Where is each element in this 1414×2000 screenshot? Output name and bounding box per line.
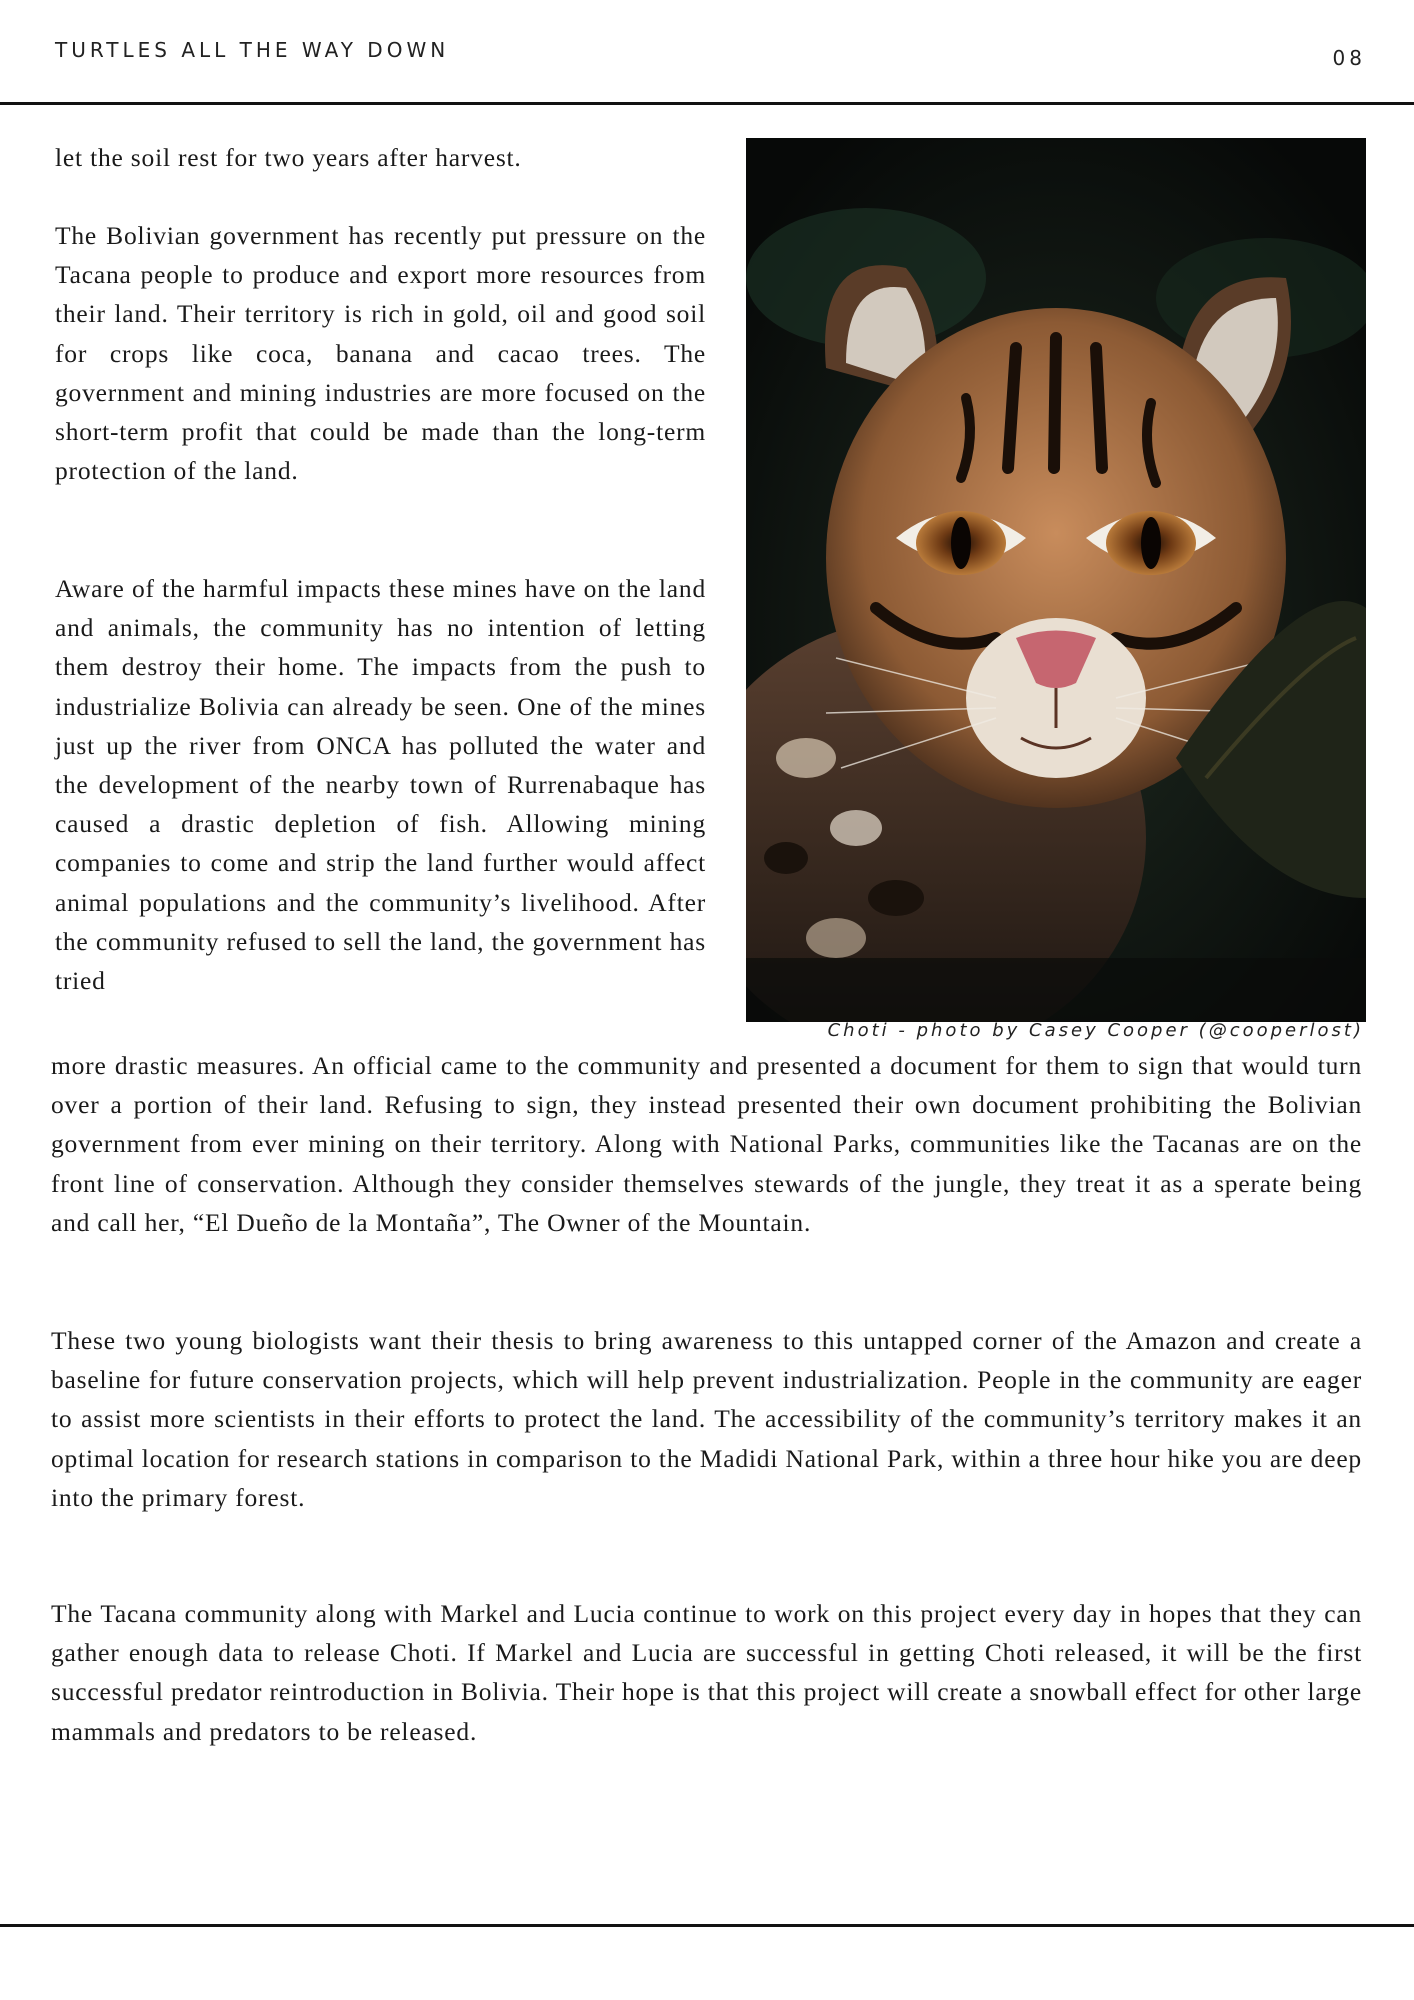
footer-divider: [0, 1924, 1414, 1927]
paragraph-drastic-measures: more drastic measures. An official came to the community and presented a document for them to sign that would turn over a portion of their land. Refusing to sign, they instead presented their own document prohibiting the Bolivian government from ever mining on their territory. Along with National Parks, communities like the Tacanas are on the front line of conservation. Although they consider themselves stewards of the jungle, they treat it as a sperate being and call her, “El Dueño de la Montaña”, The Owner of the Mountain.: [51, 1051, 1362, 1237]
magazine-title: TURTLES ALL THE WAY DOWN: [55, 38, 450, 62]
paragraph-mining-impacts: Aware of the harmful impacts these mines have on the land and animals, the community has no intention of letting them destroy their home. The impacts from the push to industrialize Bolivia can already be seen. One of the mines just up the river from ONCA has polluted the water and the development of the nearby town of Rurrenabaque has caused a drastic depletion of fish. Allowing mining companies to come and strip the land further would affect animal populations and the community’s livelihood. After the community refused to sell the land, the government has tried: [55, 574, 706, 996]
ocelot-photo: [746, 138, 1366, 1022]
page-number: 08: [1332, 46, 1366, 70]
photo-caption: Choti - photo by Casey Cooper (@cooperlost): [827, 1020, 1364, 1041]
ocelot-illustration: [746, 138, 1366, 1022]
header-divider: [0, 102, 1414, 105]
paragraph-government-pressure: The Bolivian government has recently put pressure on the Tacana people to produce and export more resources from their land. Their territory is rich in gold, oil and good soil for crops like coca, banana and cacao trees. The government and mining industries are more focused on the short-term profit that could be made than the long-term protection of the land.: [55, 221, 706, 486]
paragraph-soil-rest: let the soil rest for two years after harvest.: [55, 143, 522, 172]
paragraph-young-biologists: These two young biologists want their thesis to bring awareness to this untapped corner of the Amazon and create a baseline for future conservation projects, which will help prevent industrialization. People in the community are eager to assist more scientists in their efforts to protect the land. The accessibility of the community’s territory makes it an optimal location for research stations in comparison to the Madidi National Park, within a three hour hike you are deep into the primary forest.: [51, 1326, 1362, 1512]
paragraph-tacana-community: The Tacana community along with Markel and Lucia continue to work on this project every day in hopes that they can gather enough data to release Choti. If Markel and Lucia are successful in getting Choti released, it will be the first successful predator reintroduction in Bolivia. Their hope is that this project will create a snowball effect for other large mammals and predators to be released.: [51, 1599, 1362, 1746]
